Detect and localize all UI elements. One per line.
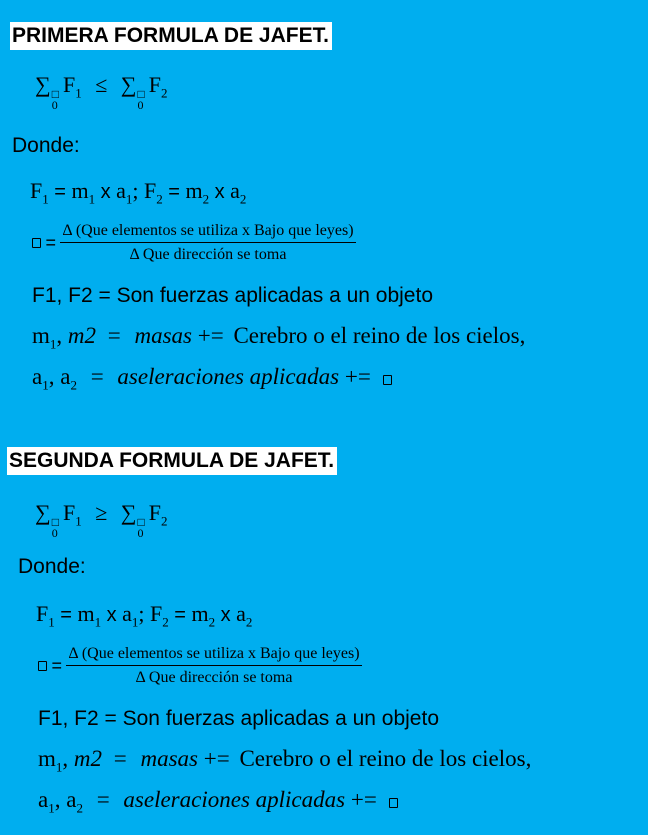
f2: F <box>150 601 163 626</box>
fraction-equation <box>38 645 362 687</box>
placeholder-box <box>383 375 392 385</box>
a1: a <box>116 178 126 203</box>
equals-sign: = <box>45 232 56 253</box>
fraction-numerator: Δ (Que elementos se utiliza x Bajo que leyes) <box>60 222 355 243</box>
m1-sub: 1 <box>88 191 96 207</box>
sub-2: 2 <box>160 513 168 529</box>
masses-line <box>32 323 526 352</box>
aseleraciones-word: aseleraciones <box>123 787 250 812</box>
plus-equals: += <box>350 787 377 812</box>
a-sub1: 1 <box>42 377 49 393</box>
m1: m <box>77 601 95 626</box>
accelerations-line <box>38 787 398 816</box>
sum-inequality <box>35 500 167 539</box>
equals: = <box>113 746 127 771</box>
inequality-op: ≤ <box>95 72 108 97</box>
f1-sub: 1 <box>48 614 55 630</box>
var-f2: F <box>148 500 161 525</box>
m2: m <box>191 601 209 626</box>
var-f1: F <box>62 500 76 525</box>
a2-var: a <box>66 787 77 812</box>
times-2: x <box>214 181 225 203</box>
sum-symbol-2: ∑ <box>120 72 137 97</box>
f1-sub: 1 <box>42 191 49 207</box>
a-sub2: 2 <box>76 800 83 816</box>
forces-description: F1, F2 = Son fuerzas aplicadas a un objeto <box>38 707 439 730</box>
m1-sub: 1 <box>94 614 102 630</box>
var-f1: F <box>62 72 76 97</box>
m-sub: 1 <box>49 336 57 352</box>
f2-sub: 2 <box>156 191 163 207</box>
masses-line <box>38 746 532 775</box>
donde-label: Donde: <box>18 555 86 578</box>
masas-word: masas <box>134 323 193 348</box>
a2: a <box>230 178 240 203</box>
equals: = <box>96 787 110 812</box>
m2-var: m2 <box>73 746 103 771</box>
inequality-op: ≥ <box>95 500 108 525</box>
a2-sub: 2 <box>245 614 253 630</box>
comma: , <box>62 746 74 771</box>
sum-lower: 0 <box>51 97 58 112</box>
force-equation: $F_1 = m_1$ x $a_1$; $F_2 = m_2$ x $a_2$ <box>36 601 253 630</box>
aplicadas-word: aplicadas <box>249 364 340 389</box>
a2: a <box>236 601 246 626</box>
f2: F <box>144 178 157 203</box>
accelerations-line <box>32 364 392 393</box>
sum-lower-2: 0 <box>137 97 144 112</box>
section-title: SEGUNDA FORMULA DE JAFET. <box>7 447 337 475</box>
section-title: PRIMERA FORMULA DE JAFET. <box>10 22 332 50</box>
aseleraciones-word: aseleraciones <box>117 364 244 389</box>
m-sub: 1 <box>55 759 63 775</box>
var-f2: F <box>148 72 161 97</box>
sum-inequality <box>35 72 167 111</box>
sum-upper: □ <box>51 515 59 529</box>
f1: F <box>30 178 43 203</box>
times-1: x <box>100 181 111 203</box>
comma: , <box>54 787 67 812</box>
a-sub1: 1 <box>48 800 55 816</box>
fraction-denominator: Δ Que dirección se toma <box>129 246 287 263</box>
fraction-equation <box>32 222 356 264</box>
masses-text: Cerebro o el reino de los cielos, <box>239 746 532 771</box>
aplicadas-word: aplicadas <box>255 787 346 812</box>
sum-symbol: ∑ <box>35 500 51 525</box>
sum-upper: □ <box>51 87 59 101</box>
a2-sub: 2 <box>239 191 247 207</box>
a-var: a <box>32 364 43 389</box>
fraction-denominator: Δ Que dirección se toma <box>135 669 293 686</box>
m2-sub: 2 <box>202 191 210 207</box>
m1: m <box>71 178 89 203</box>
a2-var: a <box>60 364 71 389</box>
fraction <box>66 645 361 687</box>
masas-word: masas <box>140 746 199 771</box>
equals: = <box>107 323 121 348</box>
m2-sub: 2 <box>208 614 216 630</box>
equals-sign: = <box>51 655 62 676</box>
plus-equals: += <box>197 323 224 348</box>
comma: , <box>56 323 68 348</box>
sum-upper-2: □ <box>137 87 145 101</box>
a-var: a <box>38 787 49 812</box>
placeholder-box <box>32 238 41 248</box>
forces-description: F1, F2 = Son fuerzas aplicadas a un objeto <box>32 284 433 307</box>
sum-lower: 0 <box>51 525 58 540</box>
a1: a <box>122 601 132 626</box>
sum-lower-2: 0 <box>137 525 144 540</box>
sub-2: 2 <box>160 85 168 101</box>
placeholder-box <box>389 798 398 808</box>
a1-sub: 1 <box>125 191 133 207</box>
m-var: m <box>32 323 50 348</box>
force-equation: $F_1 = m_1$ x $a_1$; $F_2 = m_2$ x $a_2$ <box>30 178 247 207</box>
plus-equals: += <box>203 746 230 771</box>
donde-label: Donde: <box>12 134 80 157</box>
a-sub2: 2 <box>70 377 77 393</box>
m2: m <box>185 178 203 203</box>
comma: , <box>48 364 61 389</box>
fraction-numerator: Δ (Que elementos se utiliza x Bajo que leyes) <box>66 645 361 666</box>
m-var: m <box>38 746 56 771</box>
sub-1: 1 <box>75 513 82 529</box>
times-1: x <box>106 604 117 626</box>
equals: = <box>90 364 104 389</box>
sum-upper-2: □ <box>137 515 145 529</box>
separator: ; <box>132 178 139 203</box>
times-2: x <box>220 604 231 626</box>
placeholder-box <box>38 661 47 671</box>
sum-symbol-2: ∑ <box>120 500 137 525</box>
m2-var: m2 <box>67 323 97 348</box>
a1-sub: 1 <box>131 614 139 630</box>
fraction <box>60 222 355 264</box>
f2-sub: 2 <box>162 614 169 630</box>
masses-text: Cerebro o el reino de los cielos, <box>233 323 526 348</box>
sub-1: 1 <box>75 85 82 101</box>
separator: ; <box>138 601 145 626</box>
f1: F <box>36 601 49 626</box>
plus-equals: += <box>344 364 371 389</box>
sum-symbol: ∑ <box>35 72 51 97</box>
